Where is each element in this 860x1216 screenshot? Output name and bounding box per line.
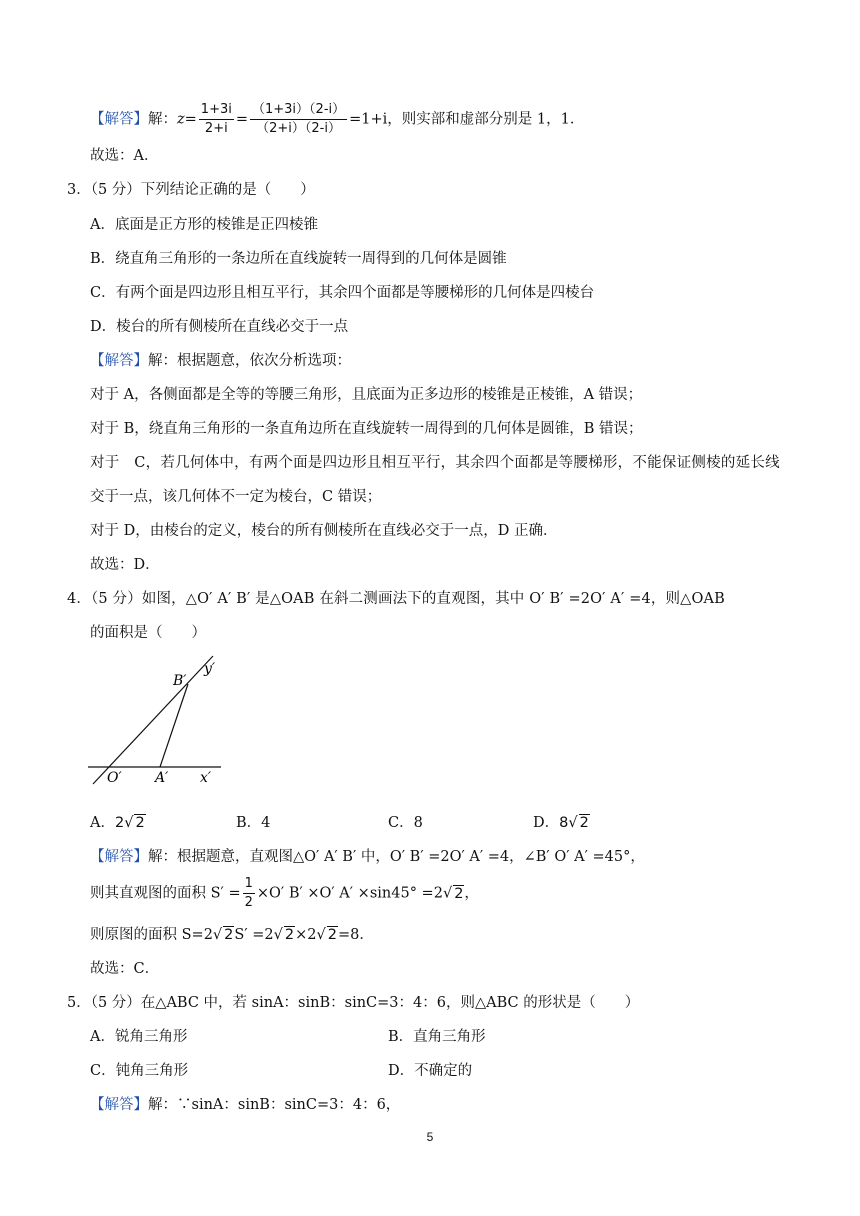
q3-option-a: A．底面是正方形的棱锥是正四棱锥 bbox=[90, 217, 318, 233]
q4-option-a: A．2√ 2 bbox=[90, 815, 145, 831]
q4-answer: 故选：C． bbox=[90, 961, 160, 977]
q3-option-c: C．有两个面是四边形且相互平行，其余四个面都是等腰梯形的几何体是四棱台 bbox=[90, 285, 595, 301]
fraction: $\frac{1}{2}$ bbox=[244, 876, 253, 910]
q4-option-c: C．8 bbox=[388, 815, 423, 831]
q4-solution-line: 【解答】解：根据题意，直观图△O′ A′ B′ 中，O′ B′ =2O′ A′ =4，∠B′ O′ A′ =45°， bbox=[90, 849, 645, 865]
q3-stem: 3．（5 分）下列结论正确的是（ ） bbox=[67, 182, 315, 198]
label-o: O′ bbox=[107, 770, 122, 786]
q4-solution-line: 则其直观图的面积 S′ = $\frac{1}{2}$ ×O′ B′ ×O′ A′ ×sin45° =2√ 2， bbox=[90, 876, 479, 910]
solution-tag: 【解答】 bbox=[90, 849, 148, 865]
fraction: $\frac{(1+3i)(2-i)}{(2+i)(2-i)}$ bbox=[252, 102, 346, 136]
fraction: $\frac{1+3i}{2+i}$ bbox=[200, 102, 232, 136]
solution-tag: 【解答】 bbox=[90, 353, 148, 369]
oblique-projection-figure bbox=[85, 648, 235, 788]
q5-option-d: D．不确定的 bbox=[388, 1063, 473, 1079]
segment-a-b bbox=[160, 684, 188, 767]
q2-solution-line: 【解答】解：z= $\frac{1+3i}{2+i}$ = $\frac{(1+3i)(2-i)}{(2+i)(2-i)}$ =1+i，则实部和虚部分别是 1，1． bbox=[90, 102, 585, 136]
q4-stem: 的面积是（ ） bbox=[90, 625, 206, 641]
solution-tag: 【解答】 bbox=[90, 1097, 148, 1113]
label-y: y′ bbox=[204, 661, 216, 677]
label-b: B′ bbox=[173, 673, 187, 689]
page-number: 5 bbox=[426, 1130, 434, 1144]
solution-tag: 【解答】 bbox=[90, 111, 148, 128]
label-x: x′ bbox=[200, 770, 212, 786]
q3-solution-line: 交于一点，该几何体不一定为棱台，C 错误； bbox=[90, 489, 382, 505]
q3-option-d: D．棱台的所有侧棱所在直线必交于一点 bbox=[90, 319, 349, 335]
q3-solution-line: 对于 C，若几何体中，有两个面是四边形且相互平行，其余四个面都是等腰梯形，不能保证侧棱的延长线 bbox=[90, 455, 780, 471]
q3-answer: 故选：D． bbox=[90, 557, 160, 573]
q2-answer: 故选：A． bbox=[90, 148, 159, 164]
q5-stem: 5．（5 分）在△ABC 中，若 sinA：sinB：sinC=3：4：6，则△ABC 的形状是（ ） bbox=[67, 995, 640, 1011]
q4-solution-line: 则原图的面积 S=2√ 2S′ =2√ 2×2√ 2=8． bbox=[90, 927, 374, 943]
q4-option-b: B．4 bbox=[236, 815, 271, 831]
y-axis bbox=[93, 656, 213, 784]
q5-option-c: C．钝角三角形 bbox=[90, 1063, 189, 1079]
q3-option-b: B．绕直角三角形的一条边所在直线旋转一周得到的几何体是圆锥 bbox=[90, 251, 507, 267]
q5-solution-line: 【解答】解：∵sinA：sinB：sinC=3：4：6， bbox=[90, 1097, 401, 1113]
q4-option-d: D．8√ 2 bbox=[533, 815, 589, 831]
q4-stem: 4．（5 分）如图，△O′ A′ B′ 是△OAB 在斜二测画法下的直观图，其中 O′ B′ =2O′ A′ =4，则△OAB bbox=[67, 591, 725, 607]
q5-option-b: B．直角三角形 bbox=[388, 1029, 486, 1045]
label-a: A′ bbox=[155, 770, 169, 786]
q5-option-a: A．锐角三角形 bbox=[90, 1029, 188, 1045]
q3-solution-line: 对于 B，绕直角三角形的一条直角边所在直线旋转一周得到的几何体是圆锥，B 错误； bbox=[90, 421, 643, 437]
q3-solution-line: 【解答】解：根据题意，依次分析选项： bbox=[90, 353, 351, 369]
q3-solution-line: 对于 D，由棱台的定义，棱台的所有侧棱所在直线必交于一点，D 正确． bbox=[90, 523, 558, 539]
q3-solution-line: 对于 A，各侧面都是全等的等腰三角形，且底面为正多边形的棱锥是正棱锥，A 错误； bbox=[90, 387, 643, 403]
